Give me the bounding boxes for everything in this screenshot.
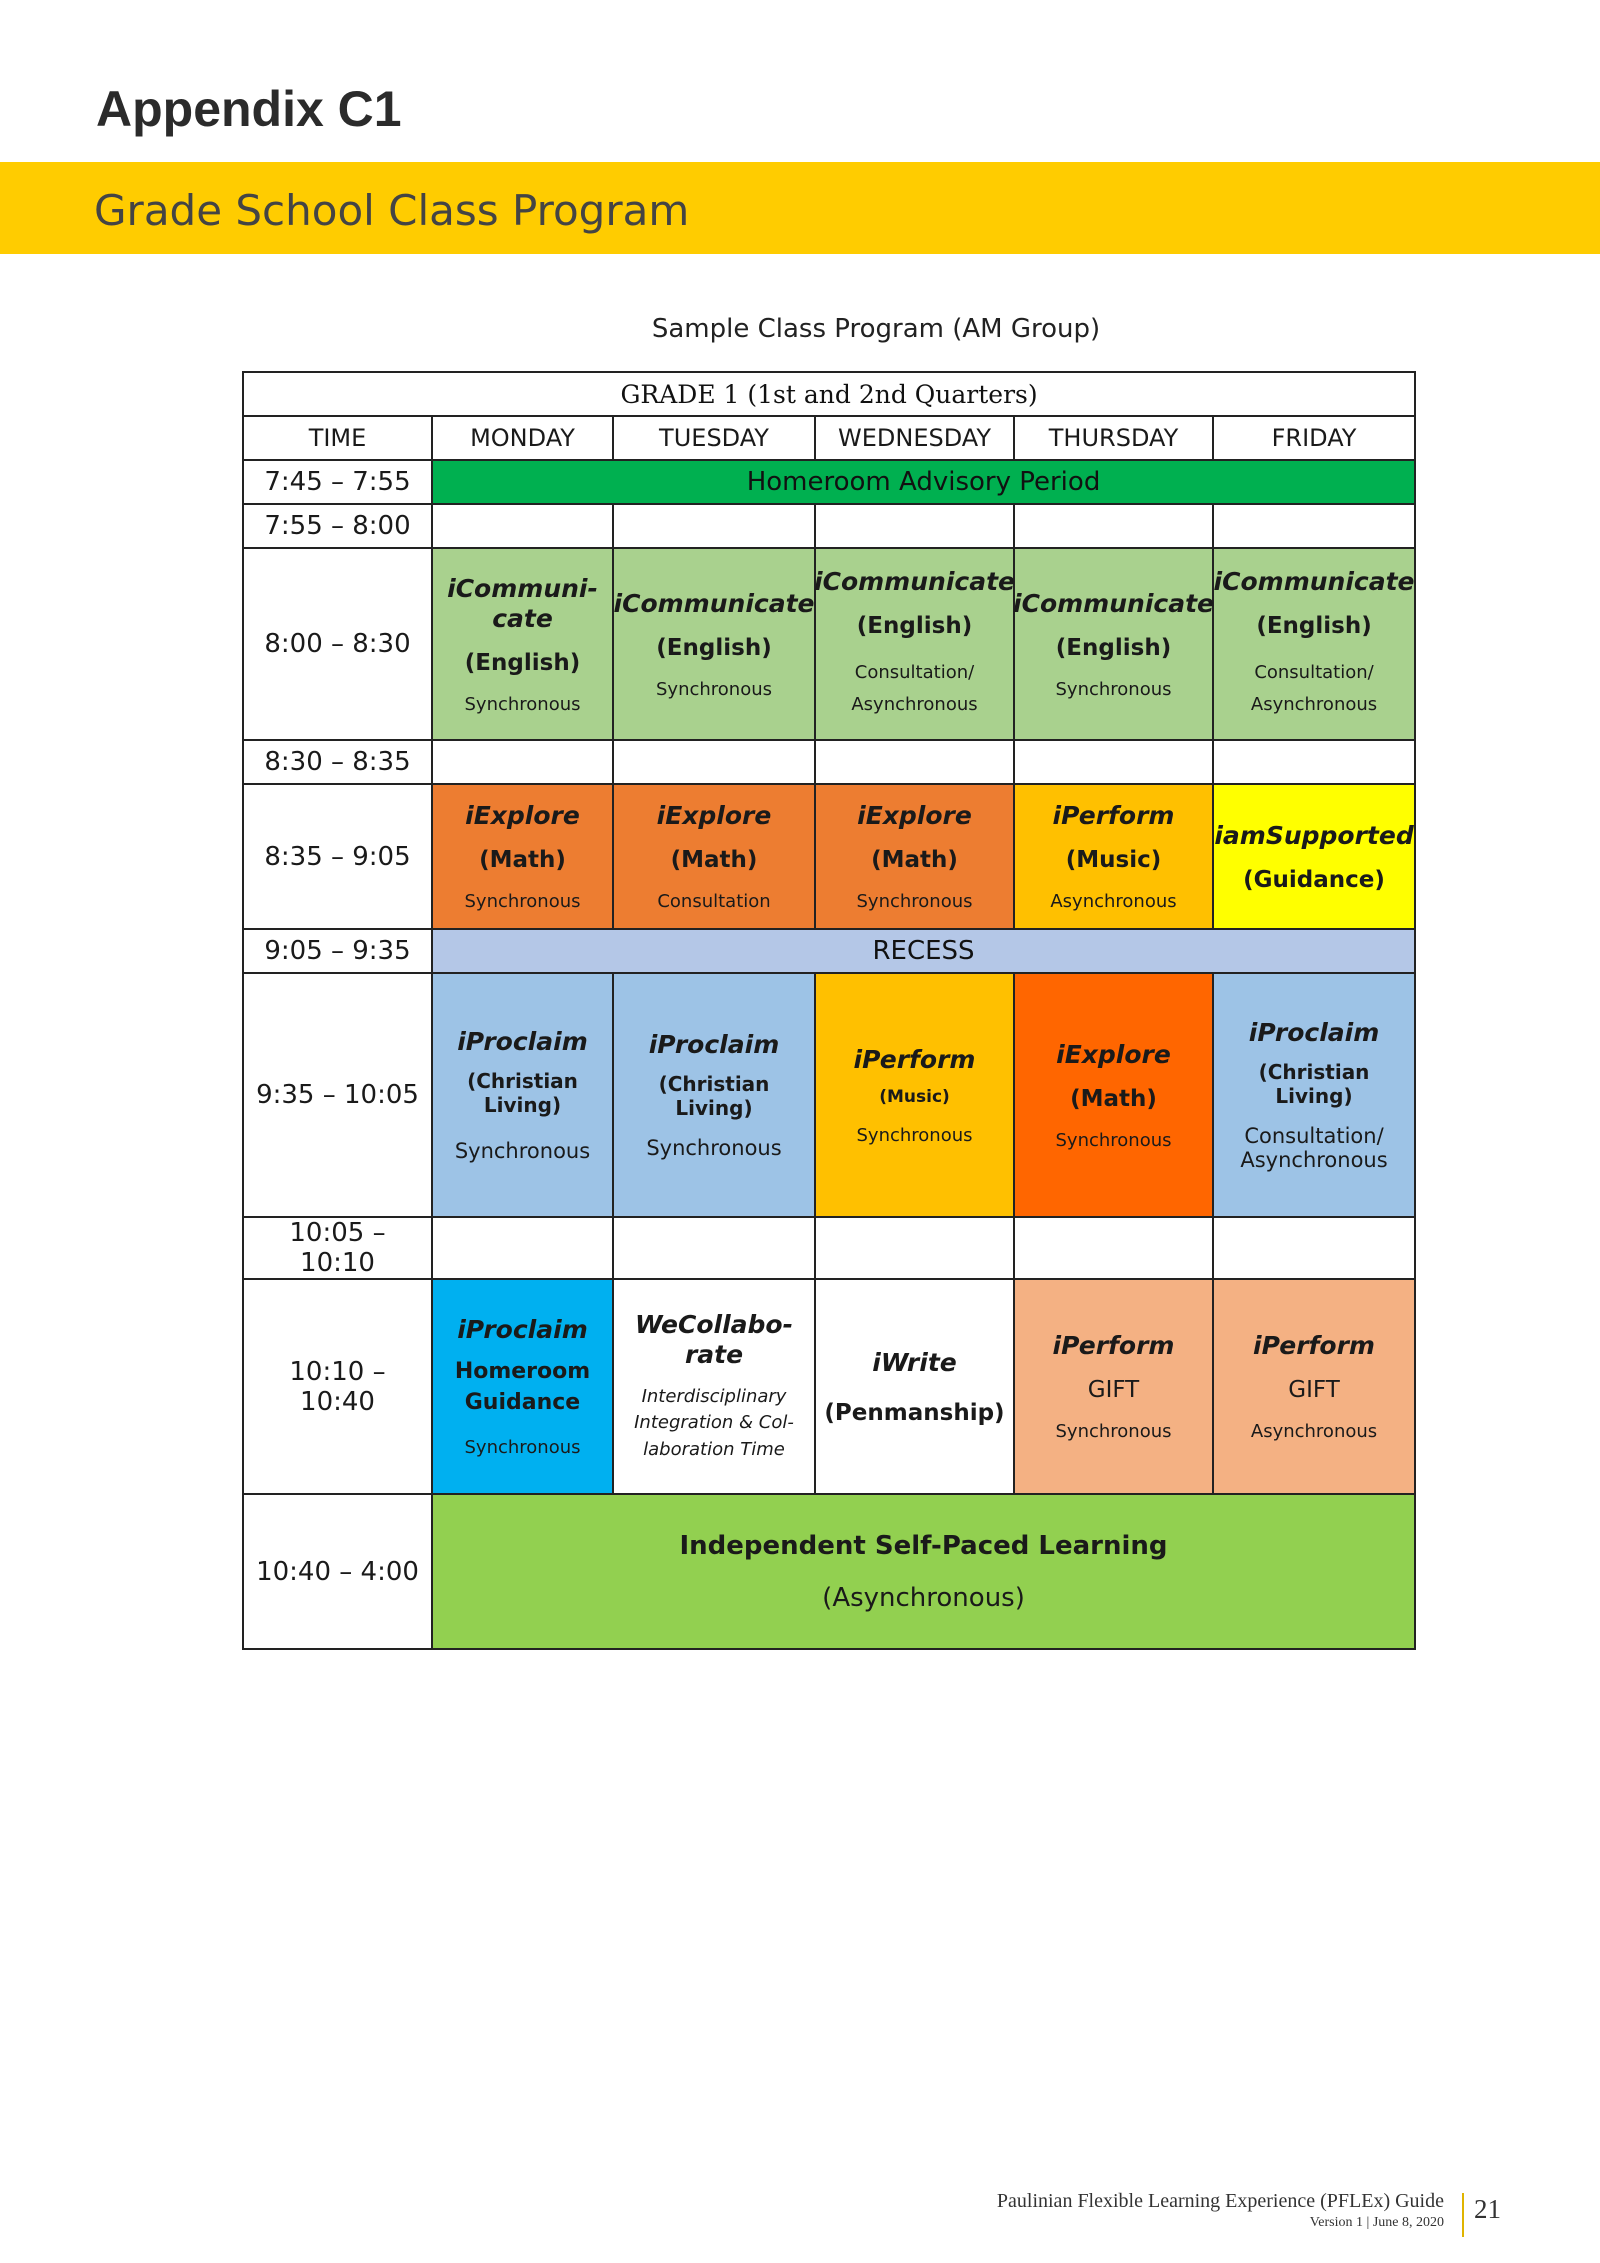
subject-area: (Math) xyxy=(1070,1085,1157,1112)
mode-label: Synchronous xyxy=(655,678,772,700)
independent-learning-mode: (Asynchronous) xyxy=(822,1582,1025,1613)
class-cell xyxy=(1213,548,1415,740)
page-footer xyxy=(997,2190,1444,2231)
mode-label: Consultation/ Asynchronous xyxy=(1250,661,1378,715)
grade-heading: GRADE 1 (1st and 2nd Quarters) xyxy=(243,372,1415,416)
subject-area: (Math) xyxy=(871,847,958,873)
subject-area: (Christian Living) xyxy=(467,1069,578,1117)
empty-cell xyxy=(432,504,613,548)
subject-area: (English) xyxy=(656,634,772,661)
subject-name: iExplore xyxy=(857,801,972,830)
class-cell xyxy=(1213,784,1415,929)
empty-cell xyxy=(1213,504,1415,548)
table-row xyxy=(243,740,1415,784)
subject-area: Homeroom Guidance xyxy=(454,1359,591,1415)
table-row xyxy=(243,1279,1415,1494)
subject-name: iPerform xyxy=(853,1044,976,1074)
time-cell: 10:10 – 10:40 xyxy=(243,1279,432,1494)
section-banner xyxy=(0,162,1600,254)
table-row xyxy=(243,1217,1415,1279)
empty-cell xyxy=(815,740,1014,784)
mode-label: Synchronous xyxy=(856,891,973,912)
time-cell: 7:55 – 8:00 xyxy=(243,504,432,548)
table-row xyxy=(243,973,1415,1217)
subject-name: iCommunicate xyxy=(613,588,815,618)
page-number: 21 xyxy=(1474,2194,1501,2224)
column-header: WEDNESDAY xyxy=(815,416,1014,460)
class-program-table xyxy=(242,371,1416,1650)
appendix-title: Appendix C1 xyxy=(96,81,402,137)
class-cell xyxy=(432,1279,613,1494)
time-cell: 7:45 – 7:55 xyxy=(243,460,432,504)
class-cell xyxy=(1014,784,1213,929)
empty-cell xyxy=(432,1217,613,1279)
homeroom-advisory-cell: Homeroom Advisory Period xyxy=(432,460,1415,504)
column-header: TUESDAY xyxy=(613,416,815,460)
mode-label: Synchronous xyxy=(464,693,581,715)
subject-name: iPerform xyxy=(1052,801,1175,830)
column-header-row xyxy=(243,416,1415,460)
subject-area: GIFT xyxy=(1288,1377,1340,1403)
time-cell: 10:40 – 4:00 xyxy=(243,1494,432,1649)
mode-label: Synchronous xyxy=(1055,1421,1172,1442)
class-cell xyxy=(432,973,613,1217)
table-row xyxy=(243,504,1415,548)
mode-label: Synchronous xyxy=(1055,1129,1172,1151)
subject-area: Interdisciplinary Integration & Col-laboration Time xyxy=(634,1386,794,1460)
mode-label: Synchronous xyxy=(464,1436,581,1458)
subject-area: (Christian Living) xyxy=(1258,1060,1370,1108)
subject-area: (Math) xyxy=(479,847,566,873)
class-cell xyxy=(815,973,1014,1217)
mode-label: Consultation/ Asynchronous xyxy=(851,661,978,715)
empty-cell xyxy=(815,1217,1014,1279)
column-header: THURSDAY xyxy=(1014,416,1213,460)
empty-cell xyxy=(1014,740,1213,784)
class-cell xyxy=(815,1279,1014,1494)
subject-area: (Music) xyxy=(1065,847,1162,873)
subject-area: (Penmanship) xyxy=(824,1399,1005,1426)
subject-name: iProclaim xyxy=(648,1030,780,1059)
independent-learning-cell xyxy=(432,1494,1415,1649)
time-cell: 10:05 – 10:10 xyxy=(243,1217,432,1279)
subject-area: (Math) xyxy=(670,847,758,873)
time-cell: 9:35 – 10:05 xyxy=(243,973,432,1217)
mode-label: Synchronous xyxy=(454,1139,591,1163)
class-cell xyxy=(613,973,815,1217)
empty-cell xyxy=(613,740,815,784)
empty-cell xyxy=(613,504,815,548)
class-cell xyxy=(613,1279,815,1494)
subject-area: (Music) xyxy=(879,1086,950,1107)
footer-version: Version 1 | June 8, 2020 xyxy=(1309,2215,1444,2230)
subject-name: iCommuni-cate xyxy=(447,573,598,633)
subject-area: (Guidance) xyxy=(1243,866,1385,893)
class-cell xyxy=(1014,1279,1213,1494)
mode-label: Synchronous xyxy=(646,1136,782,1160)
mode-label: Synchronous xyxy=(464,891,581,912)
subject-name: iExplore xyxy=(656,801,772,830)
empty-cell xyxy=(613,1217,815,1279)
class-cell xyxy=(432,548,613,740)
class-cell xyxy=(1014,973,1213,1217)
subject-name: iExplore xyxy=(1056,1039,1171,1069)
subject-name: iProclaim xyxy=(457,1027,588,1056)
time-cell: 8:35 – 9:05 xyxy=(243,784,432,929)
subject-name: iamSupported xyxy=(1214,820,1414,850)
table-row xyxy=(243,929,1415,973)
subject-name: WeCollabo-rate xyxy=(635,1310,793,1370)
time-cell: 9:05 – 9:35 xyxy=(243,929,432,973)
mode-label: Synchronous xyxy=(856,1124,973,1146)
subject-name: iCommunicate xyxy=(1013,588,1214,618)
column-header: TIME xyxy=(243,416,432,460)
empty-cell xyxy=(432,740,613,784)
empty-cell xyxy=(1213,740,1415,784)
empty-cell xyxy=(815,504,1014,548)
independent-learning-title: Independent Self-Paced Learning xyxy=(679,1530,1168,1561)
footer-guide-title: Paulinian Flexible Learning Experience (PFLEx) Guide xyxy=(996,2190,1444,2212)
subject-area: (English) xyxy=(856,612,973,639)
class-cell xyxy=(1213,1279,1415,1494)
column-header: FRIDAY xyxy=(1213,416,1415,460)
mode-label: Synchronous xyxy=(1055,678,1172,700)
class-cell xyxy=(432,784,613,929)
subject-area: (Christian Living) xyxy=(658,1072,770,1120)
subject-area: (English) xyxy=(1055,634,1172,661)
subject-name: iCommunicate xyxy=(1213,566,1415,596)
mode-label: Asynchronous xyxy=(1050,891,1177,912)
class-cell xyxy=(613,548,815,740)
subject-area: GIFT xyxy=(1087,1377,1140,1403)
empty-cell xyxy=(1014,1217,1213,1279)
table-row xyxy=(243,548,1415,740)
subject-name: iWrite xyxy=(872,1347,957,1377)
class-cell xyxy=(815,784,1014,929)
footer-divider xyxy=(1462,2193,1464,2237)
subject-name: iPerform xyxy=(1253,1331,1375,1360)
empty-cell xyxy=(1014,504,1213,548)
subject-name: iPerform xyxy=(1052,1331,1175,1360)
subject-area: (English) xyxy=(1256,612,1372,639)
table-row xyxy=(243,784,1415,929)
empty-cell xyxy=(1213,1217,1415,1279)
column-header: MONDAY xyxy=(432,416,613,460)
subject-name: iProclaim xyxy=(1248,1018,1380,1047)
mode-label: Consultation/ Asynchronous xyxy=(1240,1124,1388,1172)
subject-area: (English) xyxy=(464,649,581,676)
class-cell xyxy=(613,784,815,929)
time-cell: 8:00 – 8:30 xyxy=(243,548,432,740)
class-cell xyxy=(1014,548,1213,740)
recess-cell: RECESS xyxy=(432,929,1415,973)
table-caption: Sample Class Program (AM Group) xyxy=(651,314,1101,344)
table-row xyxy=(243,1494,1415,1649)
time-cell: 8:30 – 8:35 xyxy=(243,740,432,784)
mode-label: Asynchronous xyxy=(1250,1421,1378,1442)
subject-name: iExplore xyxy=(465,801,580,830)
mode-label: Consultation xyxy=(657,891,771,912)
table-row xyxy=(243,460,1415,504)
subject-name: iProclaim xyxy=(457,1315,588,1345)
banner-title: Grade School Class Program xyxy=(94,186,690,235)
class-cell xyxy=(1213,973,1415,1217)
class-cell xyxy=(815,548,1014,740)
subject-name: iCommunicate xyxy=(814,566,1015,596)
